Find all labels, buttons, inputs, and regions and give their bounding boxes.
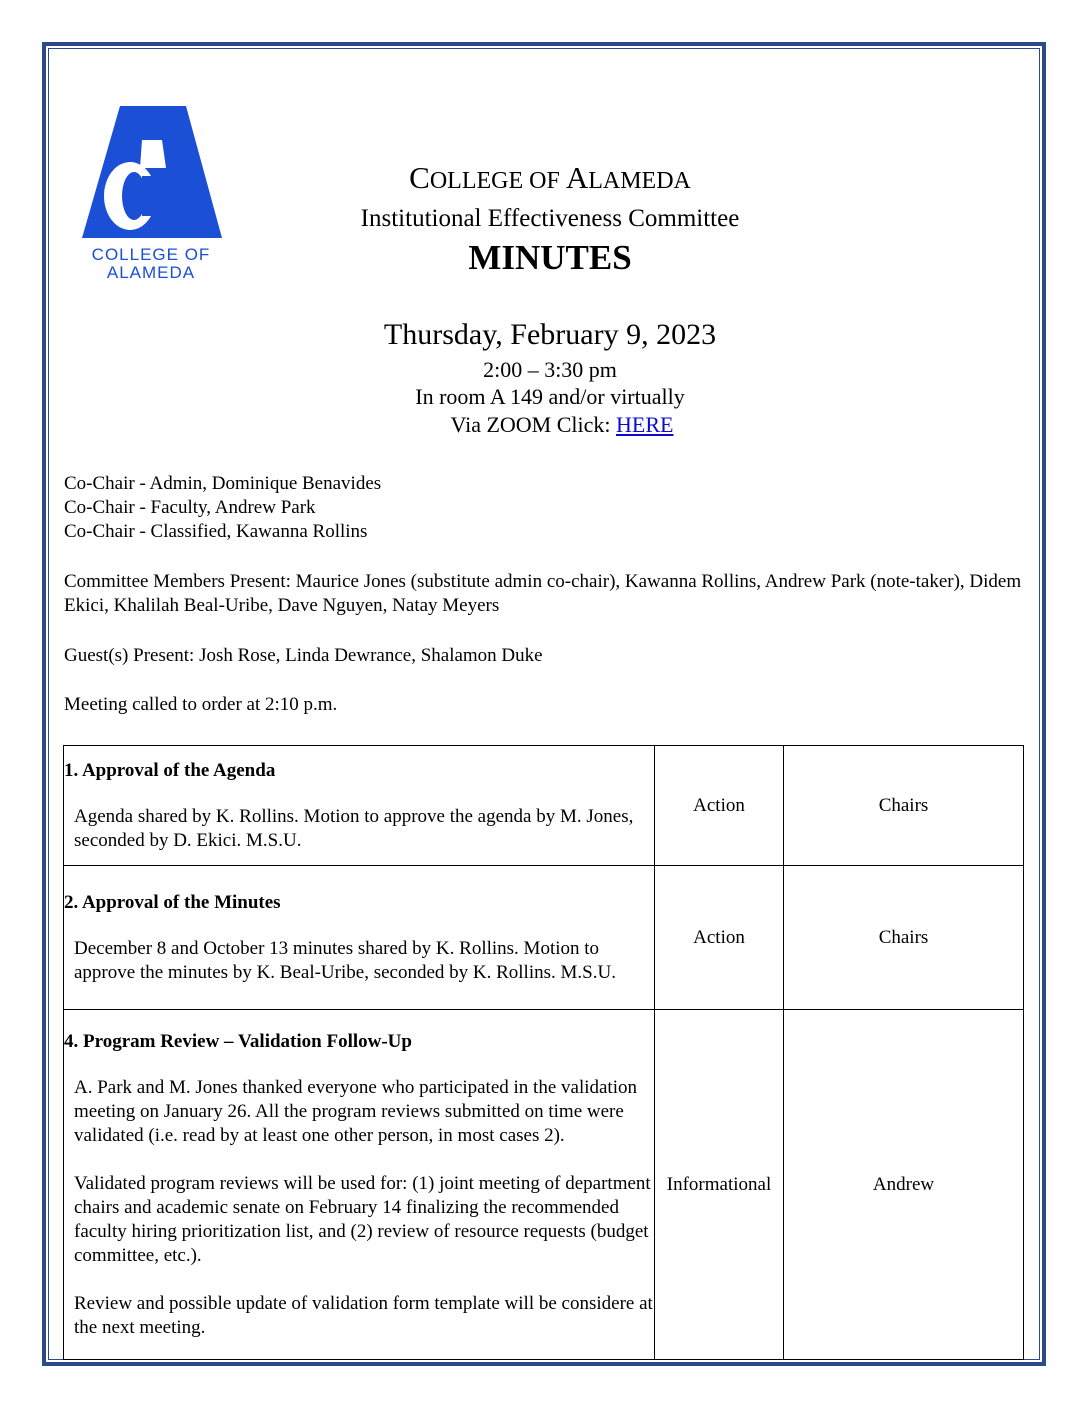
agenda-item-title: 2. Approval of the Minutes xyxy=(64,891,281,913)
chairs-list xyxy=(64,472,1028,544)
table-row xyxy=(64,866,1024,1010)
meeting-room: In room A 149 and/or virtually xyxy=(415,384,685,409)
college-initial-c: C xyxy=(409,160,430,195)
agenda-item-text: A. Park and M. Jones thanked everyone who participated in the validation meeting on January 26. All the program reviews submitted on time were validated (i.e. read by at least one other person, in most cases 2). xyxy=(74,1076,637,1146)
agenda-item-cell xyxy=(64,1010,655,1360)
table-row xyxy=(64,746,1024,866)
members-present: Committee Members Present: Maurice Jones (substitute admin co-chair), Kawanna Rollins, Andrew Park (note-taker), Didem Ekici, Khalilah Beal-Uribe, Dave Nguyen, Natay Meyers xyxy=(64,571,1022,616)
zoom-line xyxy=(262,412,862,438)
agenda-item-owner: Chairs xyxy=(784,866,1024,1010)
agenda-item-title: 4. Program Review – Validation Follow-Up xyxy=(64,1030,412,1052)
meeting-date: Thursday, February 9, 2023 xyxy=(383,318,717,351)
meeting-time: 2:00 – 3:30 pm xyxy=(483,357,617,382)
chair-classified: Co-Chair - Classified, Kawanna Rollins xyxy=(64,521,368,542)
logo-wordmark xyxy=(80,246,222,282)
agenda-item-text: Validated program reviews will be used for: (1) joint meeting of department chairs and academic senate on February 14 finalizing the recommended faculty hiring prioritization list, and (2) review of resource requests (budget committee, etc.). xyxy=(74,1172,651,1266)
agenda-item-title: 1. Approval of the Agenda xyxy=(64,759,276,781)
agenda-item-type: Action xyxy=(655,746,784,866)
logo-line-2: ALAMEDA xyxy=(106,263,196,282)
college-rest-1: OLLEGE OF xyxy=(429,168,566,194)
chair-admin: Co-Chair - Admin, Dominique Benavides xyxy=(64,473,382,494)
college-rest-2: LAMEDA xyxy=(588,168,691,194)
agenda-item-owner: Chairs xyxy=(784,746,1024,866)
called-to-order: Meeting called to order at 2:10 p.m. xyxy=(64,694,338,715)
agenda-table xyxy=(63,745,1024,1360)
chair-faculty: Co-Chair - Faculty, Andrew Park xyxy=(64,497,316,518)
agenda-item-cell xyxy=(64,866,655,1010)
logo-line-1: COLLEGE OF xyxy=(91,245,211,264)
zoom-prefix: Via ZOOM Click: xyxy=(450,412,617,437)
zoom-link[interactable]: HERE xyxy=(616,412,674,437)
agenda-item-text: December 8 and October 13 minutes shared by K. Rollins. Motion to approve the minutes by K. Beal-Uribe, seconded by K. Rollins. M.S.U. xyxy=(74,937,616,983)
table-row xyxy=(64,1010,1024,1360)
committee-name: Institutional Effectiveness Committee xyxy=(360,205,740,232)
guests-present: Guest(s) Present: Josh Rose, Linda Dewrance, Shalamon Duke xyxy=(64,645,543,666)
agenda-item-type: Informational xyxy=(655,1010,784,1360)
agenda-item-cell xyxy=(64,746,655,866)
agenda-item-body xyxy=(64,937,654,985)
agenda-item-body xyxy=(64,1076,654,1340)
agenda-item-type: Action xyxy=(655,866,784,1010)
document-title: MINUTES xyxy=(468,238,632,277)
agenda-item-body xyxy=(64,805,654,853)
college-name xyxy=(250,160,850,196)
agenda-item-text: Review and possible update of validation form template will be considere at the next meeting. xyxy=(74,1292,653,1338)
agenda-item-owner: Andrew xyxy=(784,1010,1024,1360)
college-initial-a: A xyxy=(565,160,589,195)
agenda-item-text: Agenda shared by K. Rollins. Motion to approve the agenda by M. Jones, seconded by D. Ekici. M.S.U. xyxy=(74,805,634,851)
